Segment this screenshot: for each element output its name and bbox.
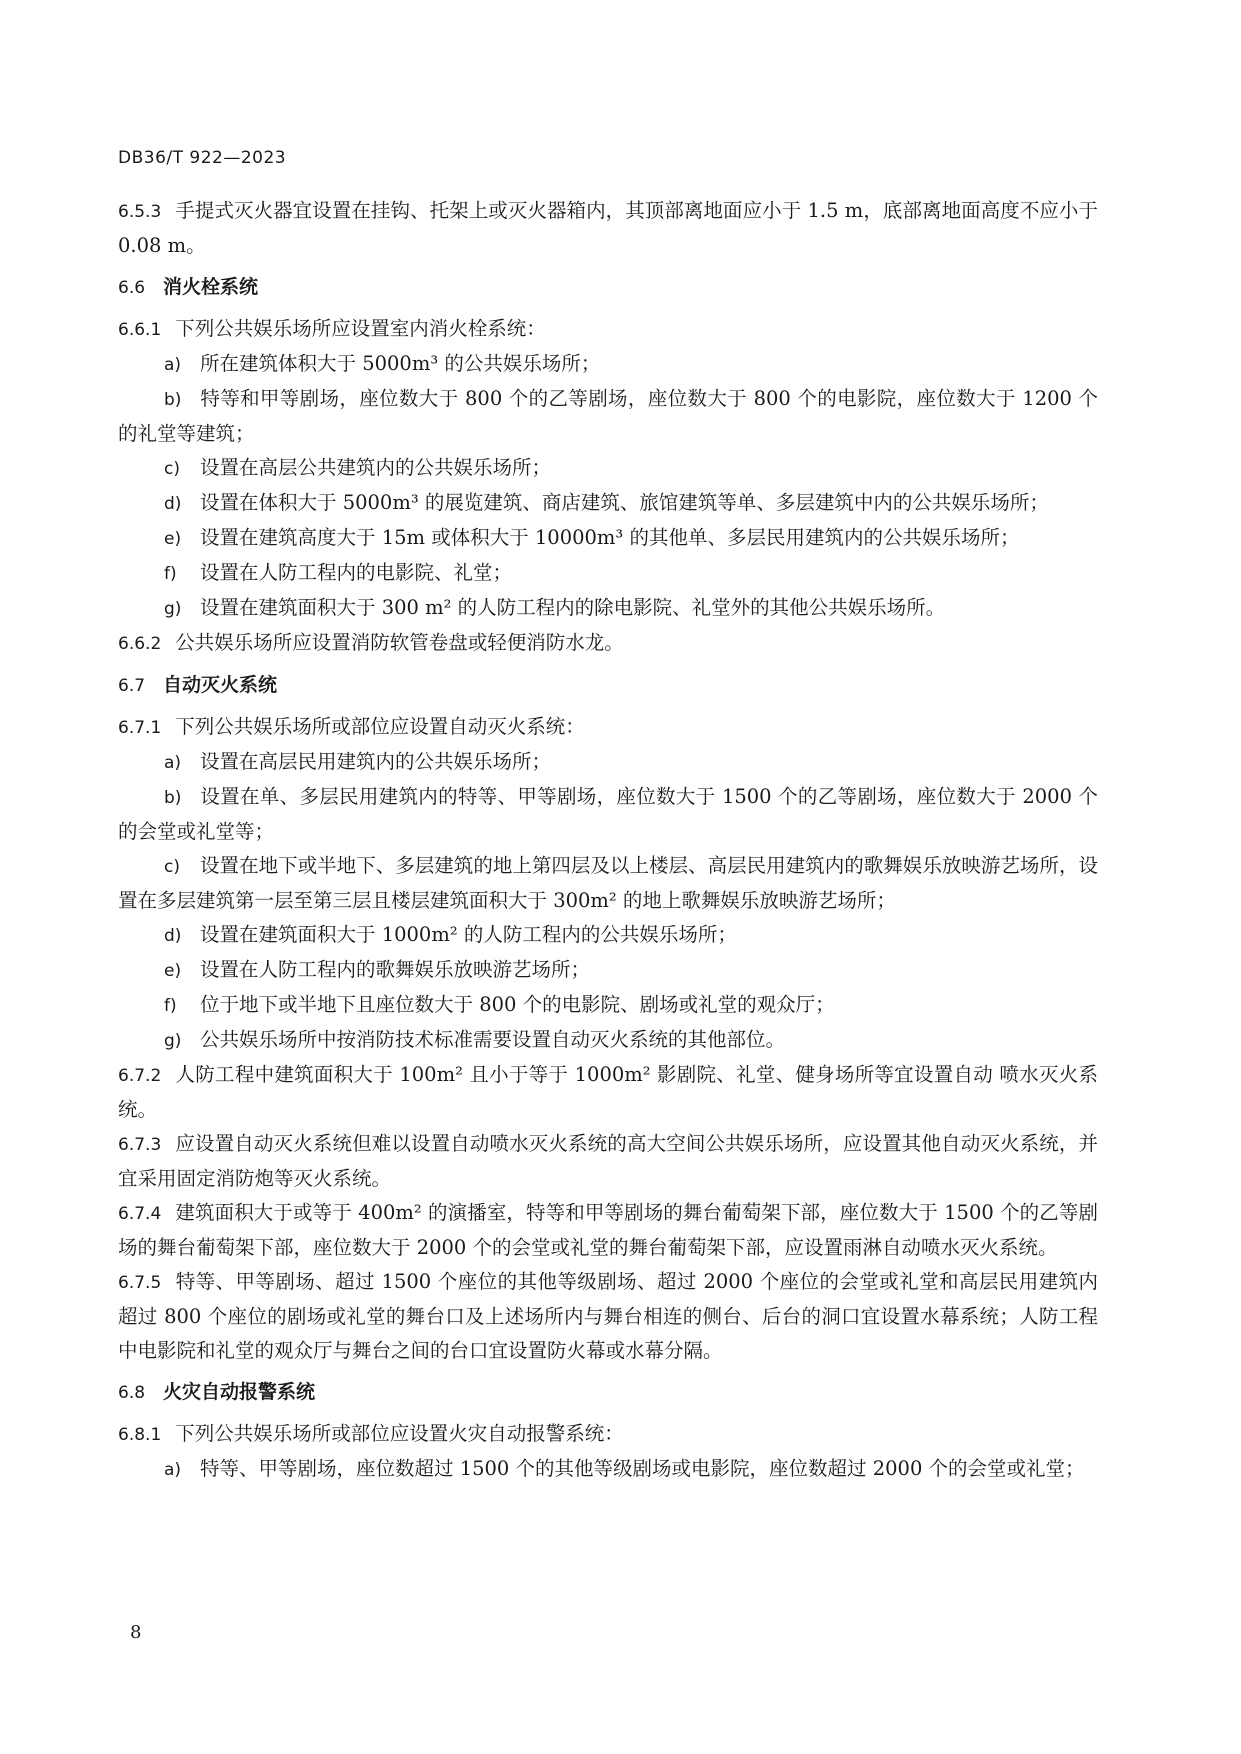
- clause-6-6-2: [118, 626, 1098, 661]
- list-item: [118, 988, 1098, 1023]
- section-6-7-heading: [118, 668, 1098, 703]
- list-item: [118, 521, 1098, 556]
- list-item-label: c): [164, 459, 180, 479]
- clause-text: 公共娱乐场所应设置消防软管卷盘或轻便消防水龙。: [175, 631, 624, 654]
- list-item-label: e): [164, 961, 182, 981]
- clause-number: 6.6.1: [118, 320, 162, 340]
- list-item-text: 设置在人防工程内的电影院、礼堂；: [200, 561, 513, 584]
- list-item-label: f): [164, 996, 177, 1016]
- list-item-label: g): [164, 1031, 182, 1051]
- clause-number: 6.5.3: [118, 202, 162, 222]
- list-item-label: b): [164, 390, 182, 410]
- list-item: [118, 1452, 1098, 1487]
- list-item-label: b): [164, 788, 182, 808]
- clause-text: 下列公共娱乐场所或部位应设置自动灭火系统：: [175, 715, 585, 738]
- clause-6-5-3: [118, 194, 1098, 263]
- clause-number: 6.7.3: [118, 1135, 162, 1155]
- clause-number: 6.7.4: [118, 1204, 162, 1224]
- list-item-label: c): [164, 857, 180, 877]
- list-item-text: 公共娱乐场所中按消防技术标准需要设置自动灭火系统的其他部位。: [200, 1028, 786, 1051]
- list-item-text: 设置在高层公共建筑内的公共娱乐场所；: [200, 456, 552, 479]
- list-item-label: a): [164, 355, 182, 375]
- list-item-text: 设置在建筑面积大于 1000m² 的人防工程内的公共娱乐场所；: [200, 923, 737, 946]
- clause-6-7-2: [118, 1058, 1098, 1127]
- list-item-label: d): [164, 926, 182, 946]
- clause-text: 应设置自动灭火系统但难以设置自动喷水灭火系统的高大空间公共娱乐场所，应设置其他自动灭火系统，并宜采用固定消防炮等灭火系统。: [118, 1132, 1098, 1190]
- list-item-label: d): [164, 494, 182, 514]
- list-item: [118, 780, 1098, 849]
- document-body: [118, 194, 1098, 1487]
- clause-number: 6.7.2: [118, 1066, 162, 1086]
- list-item-label: a): [164, 1460, 182, 1480]
- clause-6-7-3: [118, 1127, 1098, 1196]
- clause-6-7-5: [118, 1265, 1098, 1368]
- list-item: [118, 451, 1098, 486]
- list-item-text: 特等、甲等剧场，座位数超过 1500 个的其他等级剧场或电影院，座位数超过 2000 个的会堂或礼堂；: [200, 1457, 1085, 1480]
- clause-text: 建筑面积大于或等于 400m² 的演播室，特等和甲等剧场的舞台葡萄架下部，座位数大于 1500 个的乙等剧场的舞台葡萄架下部，座位数大于 2000 个的会堂或礼堂的舞台葡萄架下部，应设置雨淋自动喷水灭火系统。: [118, 1201, 1098, 1259]
- list-item-text: 设置在地下或半地下、多层建筑的地上第四层及以上楼层、高层民用建筑内的歌舞娱乐放映游艺场所，设置在多层建筑第一层至第三层且楼层建筑面积大于 300m² 的地上歌舞娱乐放映游艺场所；: [118, 854, 1098, 912]
- list-item: [118, 745, 1098, 780]
- clause-text: 下列公共娱乐场所或部位应设置火灾自动报警系统：: [175, 1422, 624, 1445]
- clause-6-7-1: [118, 710, 1098, 745]
- section-title: 消火栓系统: [163, 276, 259, 298]
- document-page: [118, 0, 1098, 1754]
- list-item: [118, 918, 1098, 953]
- clause-text: 人防工程中建筑面积大于 100m² 且小于等于 1000m² 影剧院、礼堂、健身场所等宜设置自动 喷水灭火系统。: [118, 1063, 1098, 1121]
- section-title: 火灾自动报警系统: [163, 1381, 316, 1403]
- list-item: [118, 556, 1098, 591]
- clause-text: 特等、甲等剧场、超过 1500 个座位的其他等级剧场、超过 2000 个座位的会堂或礼堂和高层民用建筑内超过 800 个座位的剧场或礼堂的舞台口及上述场所内与舞台相连的侧台、后台的洞口宜设置水幕系统；人防工程中电影院和礼堂的观众厅与舞台之间的台口宜设置防火幕或水幕分隔。: [118, 1270, 1098, 1362]
- list-item-label: g): [164, 599, 182, 619]
- section-number: 6.7: [118, 676, 146, 696]
- section-6-6-heading: [118, 270, 1098, 305]
- list-item-label: e): [164, 529, 182, 549]
- page-number: 8: [130, 1622, 142, 1643]
- list-item: [118, 953, 1098, 988]
- section-number: 6.6: [118, 278, 146, 298]
- clause-text: 下列公共娱乐场所应设置室内消火栓系统：: [175, 317, 546, 340]
- list-item-text: 位于地下或半地下且座位数大于 800 个的电影院、剧场或礼堂的观众厅；: [200, 993, 835, 1016]
- list-item-text: 所在建筑体积大于 5000m³ 的公共娱乐场所；: [200, 352, 601, 375]
- section-number: 6.8: [118, 1383, 146, 1403]
- list-item-text: 设置在人防工程内的歌舞娱乐放映游艺场所；: [200, 958, 591, 981]
- section-6-8-heading: [118, 1375, 1098, 1410]
- list-item-text: 特等和甲等剧场，座位数大于 800 个的乙等剧场，座位数大于 800 个的电影院，座位数大于 1200 个的礼堂等建筑；: [118, 387, 1098, 445]
- list-item-text: 设置在高层民用建筑内的公共娱乐场所；: [200, 750, 552, 773]
- clause-number: 6.7.1: [118, 718, 162, 738]
- list-item: [118, 486, 1098, 521]
- list-item: [118, 591, 1098, 626]
- list-item-text: 设置在建筑高度大于 15m 或体积大于 10000m³ 的其他单、多层民用建筑内的公共娱乐场所；: [200, 526, 1020, 549]
- list-item: [118, 382, 1098, 451]
- list-item: [118, 849, 1098, 918]
- clause-6-7-4: [118, 1196, 1098, 1265]
- list-item-text: 设置在单、多层民用建筑内的特等、甲等剧场，座位数大于 1500 个的乙等剧场，座位数大于 2000 个的会堂或礼堂等；: [118, 785, 1098, 843]
- list-item: [118, 1023, 1098, 1058]
- list-item-text: 设置在体积大于 5000m³ 的展览建筑、商店建筑、旅馆建筑等单、多层建筑中内的公共娱乐场所；: [200, 491, 1049, 514]
- clause-number: 6.6.2: [118, 634, 162, 654]
- clause-number: 6.7.5: [118, 1273, 162, 1293]
- list-item-label: a): [164, 753, 182, 773]
- section-title: 自动灭火系统: [163, 674, 278, 696]
- clause-number: 6.8.1: [118, 1425, 162, 1445]
- list-item: [118, 347, 1098, 382]
- clause-text: 手提式灭火器宜设置在挂钩、托架上或灭火器箱内，其顶部离地面应小于 1.5 m，底部离地面高度不应小于 0.08 m。: [118, 199, 1098, 257]
- document-code: DB36/T 922—2023: [118, 148, 287, 168]
- clause-6-8-1: [118, 1417, 1098, 1452]
- list-item-label: f): [164, 564, 177, 584]
- clause-6-6-1: [118, 312, 1098, 347]
- list-item-text: 设置在建筑面积大于 300 m² 的人防工程内的除电影院、礼堂外的其他公共娱乐场所。: [200, 596, 946, 619]
